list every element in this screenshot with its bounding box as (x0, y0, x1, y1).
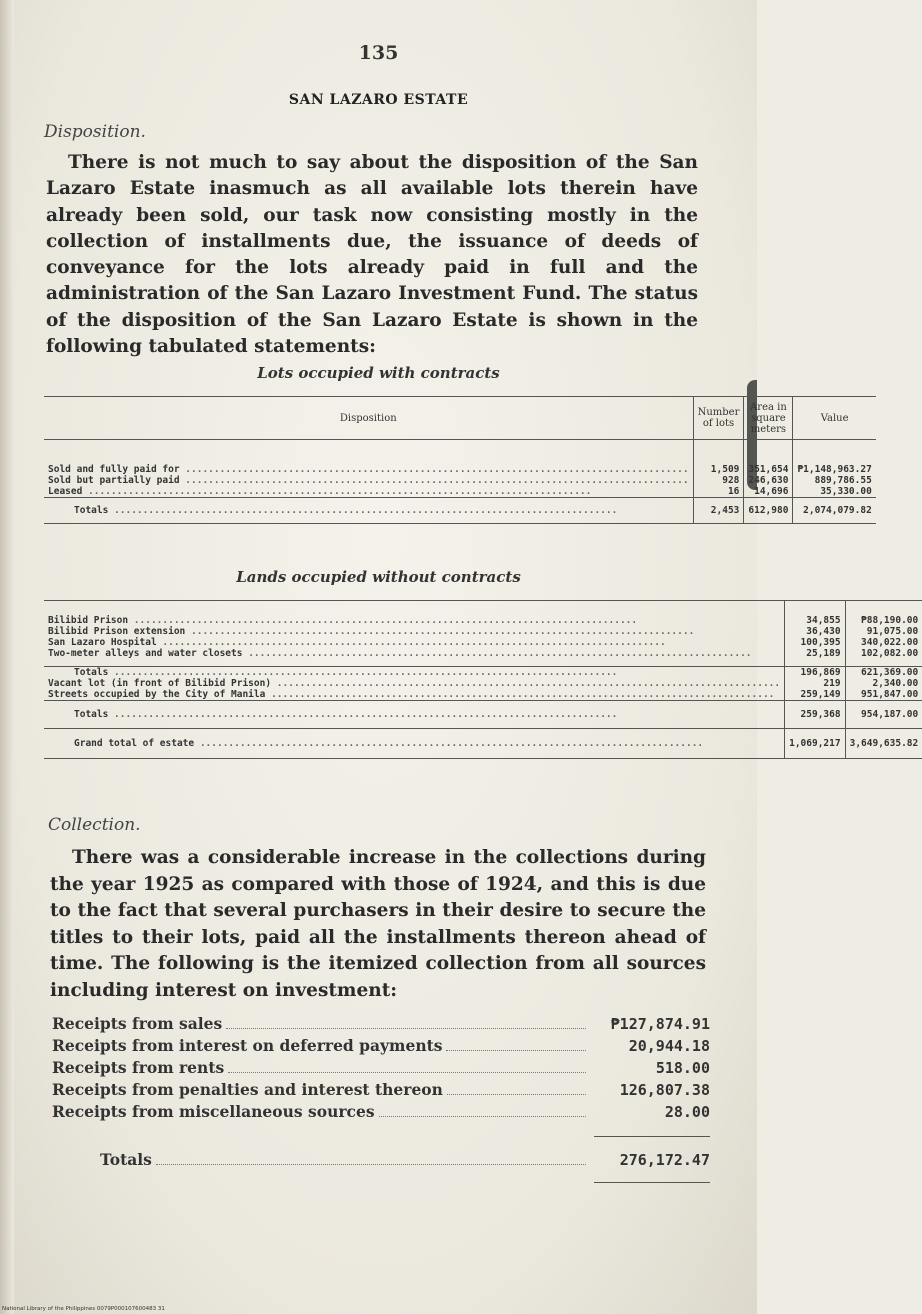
table1-total-area: 612,980 (744, 497, 793, 523)
table1-header-value: Value (793, 397, 876, 440)
table2-cell-area: 219 (785, 678, 845, 689)
collection-total (100, 1150, 710, 1172)
table2-grand-total-row (44, 729, 922, 759)
collection-total-value: 276,172.47 (619, 1151, 710, 1169)
collection-item-value: 518.00 (655, 1059, 710, 1077)
table2-cell-value: 2,340.00 (845, 678, 922, 689)
table1-cell-area: 351,654 (744, 464, 793, 475)
collection-item-label: Receipts from rents (52, 1058, 225, 1077)
table1-cell-value: 35,330.00 (793, 486, 876, 498)
table1-cell-lots: 1,509 (693, 464, 744, 475)
table1-header-area: Area in square meters (744, 397, 793, 440)
table2-total-label: Totals ..... (44, 701, 785, 729)
collection-item-value: 126,807.38 (619, 1081, 710, 1099)
page-gutter-shadow (0, 0, 14, 1314)
table1-cell-area: 246,630 (744, 475, 793, 486)
collection-heading: Collection. (48, 815, 141, 835)
list-item (52, 1080, 710, 1102)
table1-cell-value: ₱1,148,963.27 (793, 464, 876, 475)
table2-row-label: Streets occupied by the City of Manila ..... (44, 689, 785, 701)
lands-without-contracts-table (44, 600, 922, 759)
table2-cell-value: 91,075.00 (845, 626, 922, 637)
table2-subtotal-row (44, 667, 922, 679)
table1-row-label: Leased ..... (44, 486, 693, 498)
table2-subtotal-area: 196,869 (785, 667, 845, 679)
table1-row-label: Sold and fully paid for ..... (44, 464, 693, 475)
total-rule-top (594, 1136, 710, 1137)
table1-cell-lots: 16 (693, 486, 744, 498)
list-item (52, 1036, 710, 1058)
list-item (52, 1014, 710, 1036)
table2-cell-area: 25,189 (785, 648, 845, 659)
table-row (44, 464, 876, 475)
table1-header-lots: Number of lots (693, 397, 744, 440)
collection-item-value: 28.00 (664, 1103, 710, 1121)
table1-total-label: Totals ..... (44, 497, 693, 523)
table2-row-label: Two-meter alleys and water closets ..... (44, 648, 785, 659)
table-row (44, 648, 922, 659)
table2-caption: Lands occupied without contracts (236, 568, 521, 586)
table2-cell-area: 34,855 (785, 615, 845, 626)
table2-row-label: Vacant lot (in front of Bilibid Prison) ..... (44, 678, 785, 689)
table1-total-lots: 2,453 (693, 497, 744, 523)
collection-item-value: 20,944.18 (628, 1037, 710, 1055)
table1-cell-area: 14,696 (744, 486, 793, 498)
table2-row-label: San Lazaro Hospital ..... (44, 637, 785, 648)
table2-cell-area: 36,430 (785, 626, 845, 637)
table-row (44, 486, 876, 498)
disposition-paragraph: There is not much to say about the disposition of the San Lazaro Estate inasmuch as all available lots therein have already been sold, our task now consisting mostly in the collection of installments due, the issuance of deeds of conveyance for the lots already paid in full and the administration of the San Lazaro Investment Fund. The status of the disposition of the San Lazaro Estate is shown in the following tabulated statements: (46, 152, 698, 358)
scan-footer: National Library of the Philippines 0079P000107600483 31 (2, 1306, 165, 1312)
table-row (44, 626, 922, 637)
table1-caption: Lots occupied with contracts (257, 364, 500, 382)
table-row (44, 689, 922, 701)
collection-paragraph: There was a considerable increase in the collections during the year 1925 as compared with those of 1924, and this is due to the fact that several purchasers in their desire to secure the titles to their lots, paid all the installments thereon ahead of time. The following is the itemized collection from all sources including interest on investment: (50, 847, 706, 1001)
collection-total-label: Totals (100, 1150, 152, 1169)
table-row (44, 615, 922, 626)
page-title: SAN LAZARO ESTATE (288, 92, 469, 108)
table2-total-area: 259,368 (785, 701, 845, 729)
table2-cell-area: 100,395 (785, 637, 845, 648)
table-row (44, 637, 922, 648)
lots-with-contracts-table (44, 396, 876, 524)
table2-cell-value: 340,022.00 (845, 637, 922, 648)
total-rule-bottom (594, 1182, 710, 1183)
table1-total-value: 2,074,079.82 (793, 497, 876, 523)
table2-cell-value: ₱88,190.00 (845, 615, 922, 626)
collection-total-row (100, 1150, 710, 1172)
collection-item-label: Receipts from sales (52, 1014, 223, 1033)
page-number: 135 (358, 42, 399, 64)
collection-item-label: Receipts from penalties and interest thereon (52, 1080, 443, 1099)
collection-item-label: Receipts from interest on deferred payments (52, 1036, 443, 1055)
table1-cell-value: 889,786.55 (793, 475, 876, 486)
table2-cell-value: 951,847.00 (845, 689, 922, 701)
table2-subtotal-value: 621,369.00 (845, 667, 922, 679)
table2-total-value: 954,187.00 (845, 701, 922, 729)
table2-row-label: Bilibid Prison ..... (44, 615, 785, 626)
table2-cell-area: 259,149 (785, 689, 845, 701)
table1-header-disposition: Disposition (44, 397, 693, 440)
table2-grand-total-area: 1,069,217 (785, 729, 845, 759)
table2-total-row (44, 701, 922, 729)
collection-itemized-list (52, 1014, 710, 1124)
table1-row-label: Sold but partially paid ..... (44, 475, 693, 486)
disposition-heading: Disposition. (44, 122, 146, 142)
table1-header-row (44, 397, 876, 440)
table-row (44, 475, 876, 486)
table1-cell-lots: 928 (693, 475, 744, 486)
table1-total-row (44, 497, 876, 523)
list-item (52, 1102, 710, 1124)
collection-item-value: ₱127,874.91 (610, 1015, 710, 1033)
table-row (44, 678, 922, 689)
list-item (52, 1058, 710, 1080)
table2-row-label: Bilibid Prison extension ..... (44, 626, 785, 637)
table2-cell-value: 102,082.00 (845, 648, 922, 659)
table2-grand-total-value: 3,649,635.82 (845, 729, 922, 759)
table2-grand-total-label: Grand total of estate ..... (44, 729, 785, 759)
collection-item-label: Receipts from miscellaneous sources (52, 1102, 375, 1121)
table2-subtotal-label: Totals ..... (44, 667, 785, 679)
